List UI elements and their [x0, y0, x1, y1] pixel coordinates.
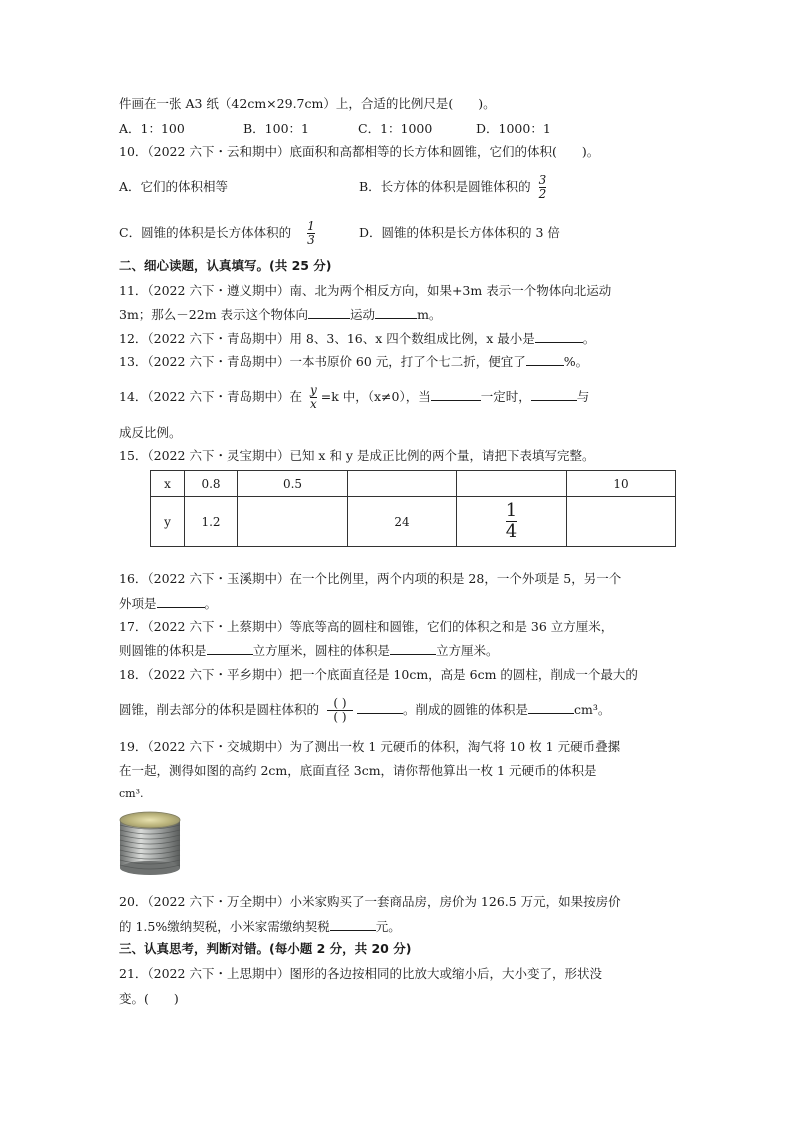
q10-option-c: [119, 218, 319, 248]
table-cell: 24: [348, 497, 457, 547]
q17-blank2[interactable]: [390, 641, 436, 655]
q10-option-b: [359, 172, 550, 202]
table-cell[interactable]: [457, 471, 567, 497]
q13-blank[interactable]: [526, 352, 564, 366]
q11-blank1[interactable]: [308, 305, 350, 319]
q11-line1: 11．（2022 六下・遵义期中）南、北为两个相反方向，如果+3m 表示一个物体向北运动: [119, 283, 612, 298]
q18-blank2[interactable]: [528, 700, 574, 714]
q17-blank1[interactable]: [207, 641, 253, 655]
table-cell[interactable]: [567, 497, 676, 547]
table-cell: 0.5: [238, 471, 348, 497]
q14-line1: 14．（2022 六下・青岛期中）在 $\frac{y}{x}$ =k 中，（x≠0），当 一定时， 与: [119, 383, 590, 411]
q14-blank1[interactable]: [431, 387, 481, 401]
table-fraction: $\frac{1}{4}$: [505, 500, 518, 542]
q14-line2: 成反比例。: [119, 425, 182, 440]
q9-option-c: C．1：1000: [358, 121, 433, 136]
q18-line2: 圆锥，削去部分的体积是圆柱体积的 $\frac{( )}{( )}$ 。削成的圆锥的体积是 cm³。: [119, 696, 611, 724]
coin-stack-image: [119, 810, 181, 876]
table-row-x-header: x: [151, 471, 185, 497]
proportion-table: [150, 470, 676, 547]
q20-line1: 20．（2022 六下・万全期中）小米家购买了一套商品房，房价为 126.5 万元，如果按房价: [119, 894, 621, 909]
q11-line2: 3m；那么－22m 表示这个物体向 运动 m。: [119, 307, 442, 322]
q10-option-d: D．圆锥的体积是长方体体积的 3 倍: [359, 225, 560, 240]
table-cell: 10: [567, 471, 676, 497]
q19-line2: 在一起，测得如图的高约 2cm，底面直径 3cm，请你帮他算出一枚 1 元硬币的体积是: [119, 763, 597, 778]
table-row-y-header: y: [151, 497, 185, 547]
q21-line2: 变。( ): [119, 991, 179, 1006]
q10-option-b-text: B．长方体的体积是圆锥体积的: [359, 179, 531, 194]
q21-line1: 21．（2022 六下・上思期中）图形的各边按相同的比放大或缩小后，大小变了，形状没: [119, 966, 602, 981]
q9-text: 件画在一张 A3 纸（42cm×29.7cm）上，合适的比例尺是( )。: [119, 96, 496, 111]
q17-line1: 17．（2022 六下・上蔡期中）等底等高的圆柱和圆锥，它们的体积之和是 36 立方厘米，: [119, 619, 614, 634]
q14-blank2[interactable]: [531, 387, 577, 401]
q17-line2: 则圆锥的体积是 立方厘米，圆柱的体积是 立方厘米。: [119, 643, 499, 658]
q19-line1: 19．（2022 六下・交城期中）为了测出一枚 1 元硬币的体积，淘气将 10 枚 1 元硬币叠摞: [119, 739, 621, 754]
q10-option-c-text: C．圆锥的体积是长方体体积的: [119, 225, 292, 240]
q10-option-b-fraction: $\frac{3}{2}$: [538, 173, 547, 201]
table-cell: 0.8: [185, 471, 238, 497]
section3-title: 三、认真思考，判断对错。(每小题 2 分，共 20 分): [119, 941, 412, 956]
q19-line3: cm³.: [119, 787, 144, 800]
q16-blank[interactable]: [157, 594, 205, 608]
q15-text: 15．（2022 六下・灵宝期中）已知 x 和 y 是成正比例的两个量，请把下表填写完整。: [119, 448, 595, 463]
q10-text: 10．（2022 六下・云和期中）底面积和高都相等的长方体和圆锥，它们的体积( )。: [119, 144, 600, 159]
q20-line2: 的 1.5%缴纳契税，小米家需缴纳契税 元。: [119, 919, 401, 934]
q9-option-b: B．100：1: [243, 121, 309, 136]
q13-text: 13．（2022 六下・青岛期中）一本书原价 60 元，打了个七二折，便宜了 %。: [119, 354, 589, 369]
q12-blank[interactable]: [535, 329, 583, 343]
table-cell[interactable]: [238, 497, 348, 547]
q9-option-a: A．1：100: [119, 121, 185, 136]
q18-fraction[interactable]: $\frac{( )}{( )}$: [327, 698, 353, 723]
q10-option-c-fraction: $\frac{1}{3}$: [307, 219, 315, 247]
q20-blank[interactable]: [330, 917, 376, 931]
q11-blank2[interactable]: [375, 305, 417, 319]
section2-title: 二、细心读题，认真填写。(共 25 分): [119, 258, 332, 273]
q18-line1: 18．（2022 六下・平乡期中）把一个底面直径是 10cm，高是 6cm 的圆柱，削成一个最大的: [119, 667, 638, 682]
q18-blank1[interactable]: [357, 700, 403, 714]
table-cell[interactable]: [348, 471, 457, 497]
q10-option-a: A．它们的体积相等: [119, 179, 229, 194]
table-cell: [457, 497, 567, 547]
q9-option-d: D．1000：1: [476, 121, 551, 136]
q12-text: 12．（2022 六下・青岛期中）用 8、3、16、x 四个数组成比例，x 最小是 。: [119, 331, 596, 346]
q16-line2: 外项是 。: [119, 596, 218, 611]
q16-line1: 16．（2022 六下・玉溪期中）在一个比例里，两个内项的积是 28，一个外项是 5，另一个: [119, 571, 622, 586]
table-cell: 1.2: [185, 497, 238, 547]
q14-fraction: $\frac{y}{x}$: [309, 383, 317, 411]
